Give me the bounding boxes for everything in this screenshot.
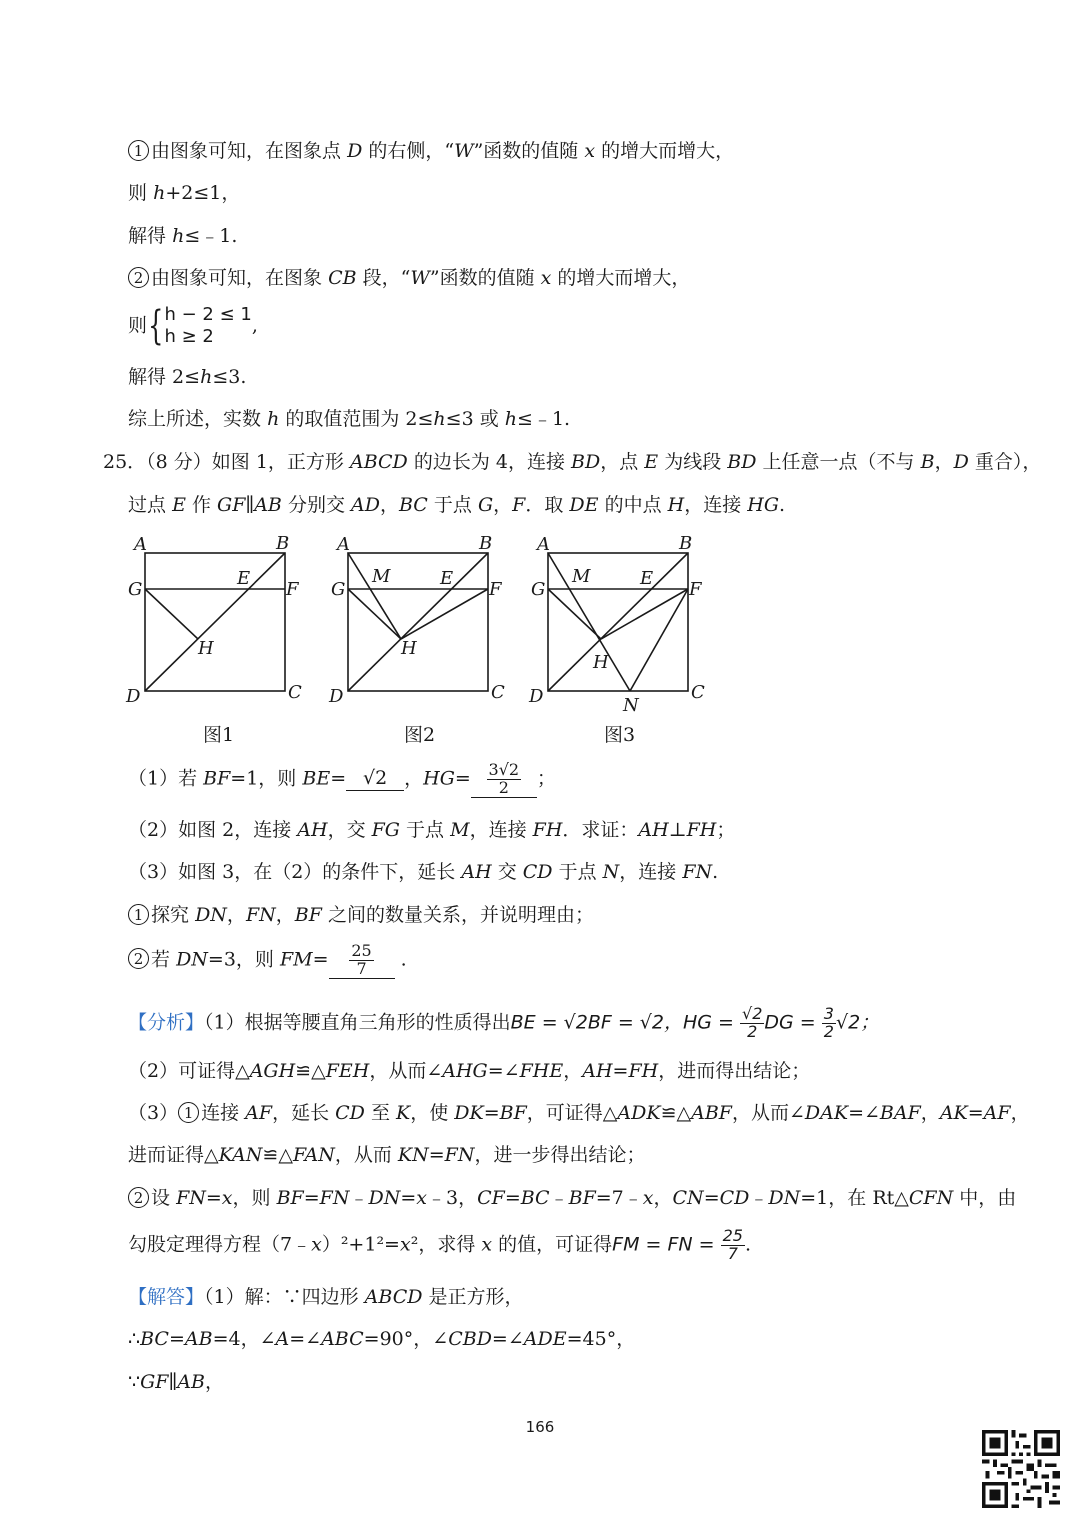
solution-line-2: ∴BC=AB=4，∠A=∠ABC=90°，∠CBD=∠ADE=45°， (128, 1328, 636, 1350)
analysis-line-3: （3） 1 连接 AF，延长 CD 至 K，使 DK=BF，可证得△ADK≌△ABF，从而∠DAK=∠BAF，AK=AF， (128, 1102, 1030, 1124)
svg-text:M: M (572, 566, 591, 587)
figure-2-caption: 图2 (404, 724, 436, 746)
geometry-figures (120, 528, 720, 718)
circled-one: 1 (128, 140, 149, 161)
part-3: （3）如图 3，在（2）的条件下，延长 AH 交 CD 于点 N，连接 FN. (128, 861, 719, 883)
svg-text:G: G (128, 579, 143, 600)
text-line: 解得 h≤﹣1. (128, 225, 238, 247)
svg-text:E: E (640, 568, 654, 589)
circled-one: 1 (178, 1102, 199, 1123)
svg-text:F: F (689, 579, 702, 600)
solution-line-1: 【解答】（1）解：∵四边形 ABCD 是正方形， (128, 1286, 524, 1308)
svg-text:G: G (331, 579, 346, 600)
solution-line-3: ∵GF∥AB， (128, 1371, 224, 1393)
question-25-line1: 25．（8 分）如图 1，正方形 ABCD 的边长为 4，连接 BD，点 E 为线段 BD 上任意一点（不与 B，D 重合）， (103, 451, 1042, 473)
svg-text:E: E (237, 568, 251, 589)
text-line: 综上所述，实数 h 的取值范围为 2≤h≤3 或 h≤﹣1. (128, 408, 571, 430)
question-25-line2: 过点 E 作 GF∥AB 分别交 AD，BC 于点 G，F．取 DE 的中点 H，连接 HG. (128, 494, 786, 516)
system-line: 则{ h − 2 ≤ 1 h ≥ 2 , (128, 303, 258, 349)
solution-tag: 【解答】 (128, 1286, 205, 1308)
text-line: 1 由图象可知，在图象点 D 的右侧，“W”函数的值随 x 的增大而增大， (128, 140, 734, 163)
svg-text:C: C (691, 682, 705, 703)
circled-one: 1 (128, 904, 149, 925)
analysis-tag: 【分析】 (128, 1011, 205, 1034)
figure-1-caption: 图1 (203, 724, 235, 746)
svg-text:A: A (537, 534, 550, 555)
text-line: 2 由图象可知，在图象 CB 段，“W”函数的值随 x 的增大而增大， (128, 267, 690, 290)
figure-3-caption: 图3 (604, 724, 636, 746)
analysis-line-4: 进而证得△KAN≌△FAN，从而 KN=FN，进一步得出结论； (128, 1144, 646, 1166)
svg-text:D: D (329, 686, 344, 707)
figure-3 (548, 553, 688, 691)
qr-code (982, 1430, 1060, 1508)
svg-text:B: B (276, 533, 290, 554)
svg-text:D: D (529, 686, 544, 707)
svg-text:M: M (372, 566, 391, 587)
answer-blank-fm: $\frac{25}{7}$ (329, 943, 395, 979)
svg-text:C: C (288, 682, 302, 703)
part-3-2: 2 若 DN=3，则 FM= $\frac{25}{7}$ . (128, 943, 407, 979)
brace: { (148, 303, 164, 349)
text-line: 解得 2≤h≤3. (128, 366, 247, 388)
analysis-line-2: （2）可证得△AGH≌△FEH，从而∠AHG=∠FHE，AH=FH，进而得出结论； (128, 1060, 811, 1082)
part-1: （1）若 BF=1，则 BE= √2 ，HG= $\frac{3√2}{2}$ ； (128, 760, 556, 797)
svg-text:N: N (623, 695, 639, 716)
page-number: 166 (525, 1418, 555, 1436)
svg-text:H: H (401, 638, 417, 659)
svg-text:H: H (593, 652, 609, 673)
inequality-system: h − 2 ≤ 1 h ≥ 2 (164, 304, 252, 347)
circled-two: 2 (128, 267, 149, 288)
svg-text:E: E (440, 568, 454, 589)
svg-text:A: A (134, 534, 147, 555)
answer-blank-be: √2 (346, 767, 404, 791)
svg-text:F: F (489, 579, 502, 600)
figure-2 (348, 553, 488, 691)
svg-text:C: C (491, 682, 505, 703)
svg-text:H: H (198, 638, 214, 659)
circled-two: 2 (128, 1187, 149, 1208)
answer-blank-hg: $\frac{3√2}{2}$ (471, 762, 537, 798)
analysis-line-1: 【分析】（1）根据等腰直角三角形的性质得出BE = √2BF = √2，HG = $\frac{√2}{2}$ DG = $\frac{3}{2}$ √2； (128, 1004, 880, 1041)
text-line: 则 h+2≤1， (128, 182, 241, 204)
part-3-1: 1 探究 DN，FN，BF 之间的数量关系，并说明理由； (128, 904, 594, 927)
svg-text:B: B (479, 533, 493, 554)
svg-text:B: B (679, 533, 693, 554)
svg-text:A: A (337, 534, 350, 555)
svg-text:G: G (531, 579, 546, 600)
figure-1 (145, 553, 285, 691)
svg-text:F: F (286, 579, 299, 600)
circled-two: 2 (128, 948, 149, 969)
analysis-line-6: 勾股定理得方程（7﹣x）²+1²=x²，求得 x 的值，可证得FM = FN = $\frac{25}{7}$ . (128, 1226, 752, 1263)
part-2: （2）如图 2，连接 AH，交 FG 于点 M，连接 FH．求证：AH⊥FH； (128, 819, 736, 841)
svg-text:D: D (126, 686, 141, 707)
analysis-line-5: 2 设 FN=x，则 BF=FN﹣DN=x﹣3，CF=BC﹣BF=7﹣x，CN=CD﹣DN=1，在 Rt△CFN 中，由 (128, 1187, 1016, 1210)
